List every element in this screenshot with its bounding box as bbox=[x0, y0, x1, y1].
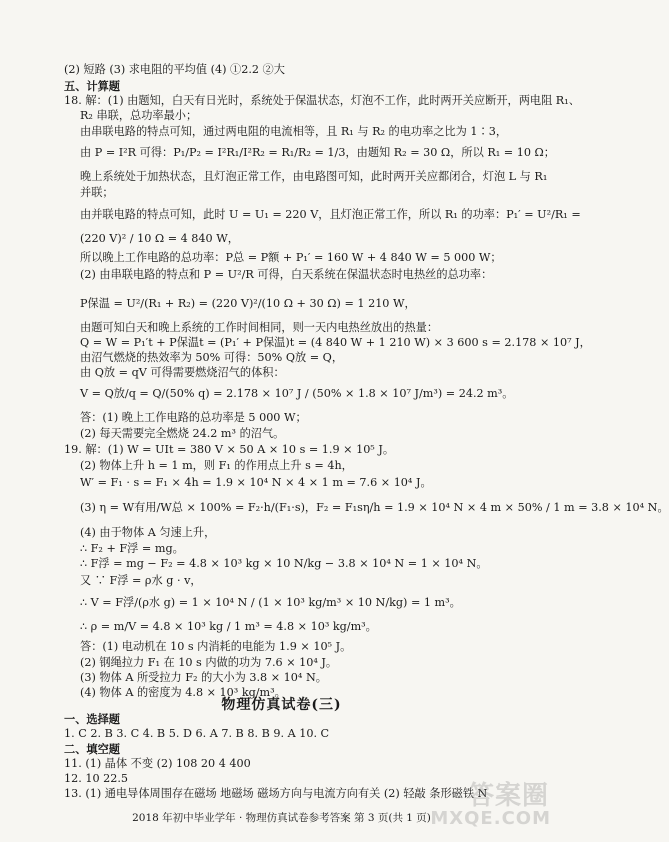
formula-line: 由并联电路的特点可知，此时 U = U₁ = 220 V，且灯泡正常工作，所以 R₁ 的功率：P₁′ = U²/R₁ = bbox=[80, 208, 581, 221]
text-line: (4) 物体 A 的密度为 4.8 × 10³ kg/m³。 bbox=[80, 686, 286, 699]
formula-line: (3) η = W有用/W总 × 100% = F₂·h/(F₁·s)，F₂ = F₁sη/h = 1.9 × 10⁴ N × 4 m × 50% / 1 m = 3.8 × 10⁴ N。 bbox=[80, 501, 669, 514]
formula-line: Q = W = P₁′t + P保温t = (P₁′ + P保温)t = (4 840 W + 1 210 W) × 3 600 s = 2.178 × 10⁷ J， bbox=[80, 336, 591, 349]
section-heading: 二、填空题 bbox=[64, 742, 120, 756]
watermark-url: MXQE.COM bbox=[430, 808, 551, 829]
text-line: (2) 钢绳拉力 F₁ 在 10 s 内做的功为 7.6 × 10⁴ J。 bbox=[80, 656, 338, 669]
answer-line: 13. (1) 通电导体周围存在磁场 地磁场 磁场方向与电流方向有关 (2) 轻敲 条形磁铁 N bbox=[64, 787, 488, 800]
formula-line: (220 V)² / 10 Ω = 4 840 W， bbox=[80, 232, 239, 245]
text-line: 答：(1) 电动机在 10 s 内消耗的电能为 1.9 × 10⁵ J。 bbox=[80, 640, 352, 653]
text-line: 由 Q放 = qV 可得需要燃烧沼气的体积： bbox=[80, 366, 285, 379]
formula-line: ∴ F浮 = mg − F₂ = 4.8 × 10³ kg × 10 N/kg − 3.8 × 10⁴ N = 1 × 10⁴ N。 bbox=[80, 557, 488, 570]
section-title: 物理仿真试卷(三) bbox=[221, 697, 342, 713]
section-heading: 五、计算题 bbox=[64, 79, 120, 93]
text-line: 18. 解：(1) 由题知，白天有日光时，系统处于保温状态，灯泡不工作，此时两开关应断开，两电阻 R₁、 bbox=[64, 94, 580, 107]
text-line: (2) 由串联电路的特点和 P = U²/R 可得，白天系统在保温状态时电热丝的总功率： bbox=[80, 268, 493, 281]
text-line: 所以晚上工作电路的总功率：P总 = P额 + P₁′ = 160 W + 4 840 W = 5 000 W； bbox=[80, 251, 502, 264]
page-footer: 2018 年初中毕业学年 · 物理仿真试卷参考答案 第 3 页(共 1 页) bbox=[132, 812, 431, 824]
text-line: (4) 由于物体 A 匀速上升， bbox=[80, 526, 216, 539]
text-line: 由串联电路的特点可知，通过两电阻的电流相等，且 R₁ 与 R₂ 的电功率之比为 1∶3， bbox=[80, 125, 508, 138]
formula-line: P保温 = U²/(R₁ + R₂) = (220 V)²/(10 Ω + 30 Ω) = 1 210 W， bbox=[80, 297, 416, 310]
formula-line: 又 ∵ F浮 = ρ水 g · v， bbox=[80, 574, 202, 587]
formula-line: ∴ F₂ + F浮 = mg。 bbox=[80, 542, 184, 555]
formula-line: V = Q放/q = Q/(50% q) = 2.178 × 10⁷ J / (50% × 1.8 × 10⁷ J/m³) = 24.2 m³。 bbox=[80, 387, 514, 400]
text-line: (2) 物体上升 h = 1 m，则 F₁ 的作用点上升 s = 4h， bbox=[80, 459, 353, 472]
text-line: R₂ 串联，总功率最小； bbox=[80, 109, 198, 122]
text-line: (3) 物体 A 所受拉力 F₂ 的大小为 3.8 × 10⁴ N。 bbox=[80, 671, 327, 684]
watermark-logo: 答案圈 bbox=[467, 781, 549, 811]
formula-line: W′ = F₁ · s = F₁ × 4h = 1.9 × 10⁴ N × 4 × 1 m = 7.6 × 10⁴ J。 bbox=[80, 476, 432, 489]
text-line: 答：(1) 晚上工作电路的总功率是 5 000 W； bbox=[80, 411, 307, 424]
text-line: (2) 每天需要完全燃烧 24.2 m³ 的沼气。 bbox=[80, 427, 285, 440]
formula-line: ∴ V = F浮/(ρ水 g) = 1 × 10⁴ N / (1 × 10³ kg/m³ × 10 N/kg) = 1 m³。 bbox=[80, 596, 461, 609]
text-line: 晚上系统处于加热状态，且灯泡正常工作，由电路图可知，此时两开关应都闭合，灯泡 L 与 R₁ bbox=[80, 170, 548, 183]
section-heading: 一、选择题 bbox=[64, 712, 120, 726]
formula-line: ∴ ρ = m/V = 4.8 × 10³ kg / 1 m³ = 4.8 × 10³ kg/m³。 bbox=[80, 620, 377, 633]
text-line: 19. 解：(1) W = UIt = 380 V × 50 A × 10 s = 1.9 × 10⁵ J。 bbox=[64, 443, 395, 456]
text-line: (2) 短路 (3) 求电阻的平均值 (4) ①2.2 ②大 bbox=[64, 63, 285, 76]
answer-line: 12. 10 22.5 bbox=[64, 772, 129, 785]
formula-line: 由 P = I²R 可得：P₁/P₂ = I²R₁/I²R₂ = R₁/R₂ = 1/3，由题知 R₂ = 30 Ω，所以 R₁ = 10 Ω； bbox=[80, 146, 555, 159]
answer-line: 1. C 2. B 3. C 4. B 5. D 6. A 7. B 8. B 9. A 10. C bbox=[64, 727, 330, 740]
text-line: 并联； bbox=[80, 186, 114, 199]
answer-line: 11. (1) 晶体 不变 (2) 108 20 4 400 bbox=[64, 757, 251, 770]
text-line: 由题可知白天和晚上系统的工作时间相同，则一天内电热丝放出的热量： bbox=[80, 321, 439, 334]
text-line: 由沼气燃烧的热效率为 50% 可得：50% Q放 = Q， bbox=[80, 351, 344, 364]
